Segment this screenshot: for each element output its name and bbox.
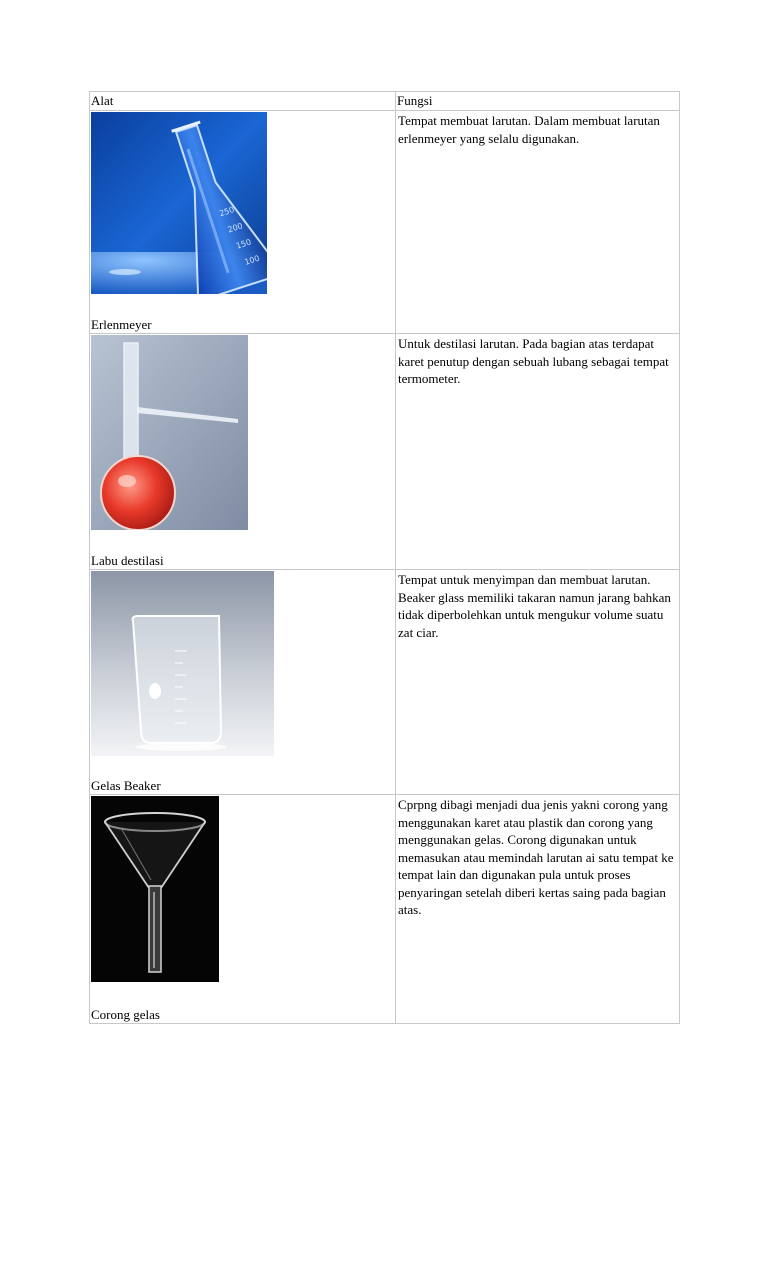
table-row [90,334,680,570]
tools-table [89,91,680,1024]
function-cell: Tempat untuk menyimpan dan membuat larutan. Beaker glass memiliki takaran namun jarang bahkan tidak diperbolehkan untuk mengukur volume suatu zat ciar. [396,570,680,795]
function-cell: Tempat membuat larutan. Dalam membuat larutan erlenmeyer yang selalu digunakan. [396,111,680,334]
glass-funnel-photo [91,796,219,982]
tool-cell [90,795,396,1024]
flask-mark-100: 100 [243,253,261,267]
function-cell: Cprpng dibagi menjadi dua jenis yakni corong yang menggunakan karet atau plastik dan corong yang menggunakan gelas. Corong digunakan untuk memasukan atau memindah larutan ai satu tempat ke tempat lain dan digunakan pula untuk proses penyaringan setelah diberi kertas saing pada bagian atas. [396,795,680,1024]
tool-cell [90,334,396,570]
table-row [90,111,680,334]
flask-mark-200: 200 [226,221,244,235]
tool-name: Corong gelas [91,1007,160,1022]
tool-cell [90,570,396,795]
flask-mark-250: 250 [218,205,236,219]
header-function: Fungsi [396,92,680,111]
beaker-glass-photo [91,571,274,756]
table-row [90,570,680,795]
flask-mark-150: 150 [235,237,253,251]
tool-name: Labu destilasi [91,553,164,568]
header-tool: Alat [90,92,396,111]
tool-name: Erlenmeyer [91,317,152,332]
function-cell: Untuk destilasi larutan. Pada bagian atas terdapat karet penutup dengan sebuah lubang sebagai tempat termometer. [396,334,680,570]
table-row [90,795,680,1024]
erlenmeyer-flask-photo [91,112,267,294]
table-header-row [90,92,680,111]
tool-cell [90,111,396,334]
distillation-flask-photo [91,335,248,530]
tool-name: Gelas Beaker [91,778,161,793]
